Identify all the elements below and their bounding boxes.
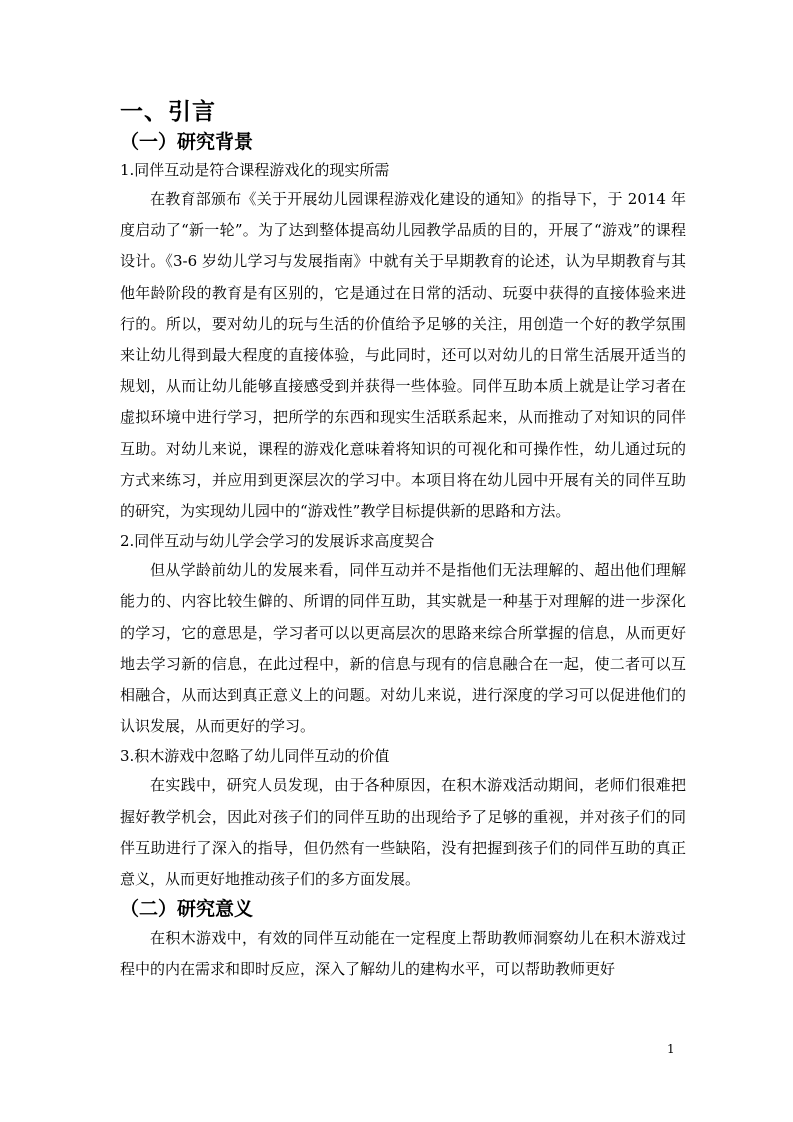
body-paragraph-4: 在积木游戏中，有效的同伴互动能在一定程度上帮助教师洞察幼儿在积木游戏过程中的内在需求和即时反应，深入了解幼儿的建构水平，可以帮助教师更好 bbox=[120, 929, 686, 979]
section-heading-significance: （二）研究意义 bbox=[120, 898, 254, 921]
subsection-heading-3: 3.积木游戏中忽略了幼儿同伴互动的价值 bbox=[120, 747, 390, 766]
body-paragraph-3: 在实践中，研究人员发现，由于各种原因，在积木游戏活动期间，老师们很难把握好教学机会，因此对孩子们的同伴互助的出现给予了足够的重视，并对孩子们的同伴互助进行了深入的指导，但仍然有一些缺陷，没有把握到孩子们的同伴互助的真正意义，从而更好地推动孩子们的多方面发展。 bbox=[120, 776, 686, 889]
chapter-heading: 一、引言 bbox=[120, 99, 216, 125]
page-content bbox=[120, 96, 686, 986]
subsection-heading-2: 2.同伴互动与幼儿学会学习的发展诉求高度契合 bbox=[120, 532, 435, 551]
section-heading-background: （一）研究背景 bbox=[120, 131, 254, 153]
page-number: 1 bbox=[667, 1042, 675, 1056]
subsection-heading-1: 1.同伴互动是符合课程游戏化的现实所需 bbox=[120, 161, 390, 179]
body-paragraph-2: 但从学龄前幼儿的发展来看，同伴互动并不是指他们无法理解的、超出他们理解能力的、内容比较生僻的、所谓的同伴互助，其实就是一种基于对理解的进一步深化的学习，它的意思是，学习者可以以更高层次的思路来综合所掌握的信息，从而更好地去学习新的信息，在此过程中，新的信息与现有的信息融合在一起，使二者可以互相融合，从而达到真正意义上的问题。对幼儿来说，进行深度的学习可以促进他们的认识发展，从而更好的学习。 bbox=[120, 561, 686, 736]
body-paragraph-1: 在教育部颁布《关于开展幼儿园课程游戏化建设的通知》的指导下，于 2014 年度启动了“新一轮”。为了达到整体提高幼儿园教学品质的目的，开展了“游戏”的课程设计。《3-6 岁幼儿学习与发展指南》中就有关于早期教育的论述，认为早期教育与其他年龄阶段的教育是有区别的，它是通过在日常的活动、玩耍中获得的直接体验来进行的。所以，要对幼儿的玩与生活的价值给予足够的关注，用创造一个好的教学氛围来让幼儿得到最大程度的直接体验，与此同时，还可以对幼儿的日常生活展开适当的规划，从而让幼儿能够直接感受到并获得一些体验。同伴互助本质上就是让学习者在虚拟环境中进行学习，把所学的东西和现实生活联系起来，从而推动了对知识的同伴互助。对幼儿来说，课程的游戏化意味着将知识的可视化和可操作性，幼儿通过玩的方式来练习，并应用到更深层次的学习中。本项目将在幼儿园中开展有关的同伴互助的研究，为实现幼儿园中的“游戏性”教学目标提供新的思路和方法。 bbox=[120, 190, 686, 521]
